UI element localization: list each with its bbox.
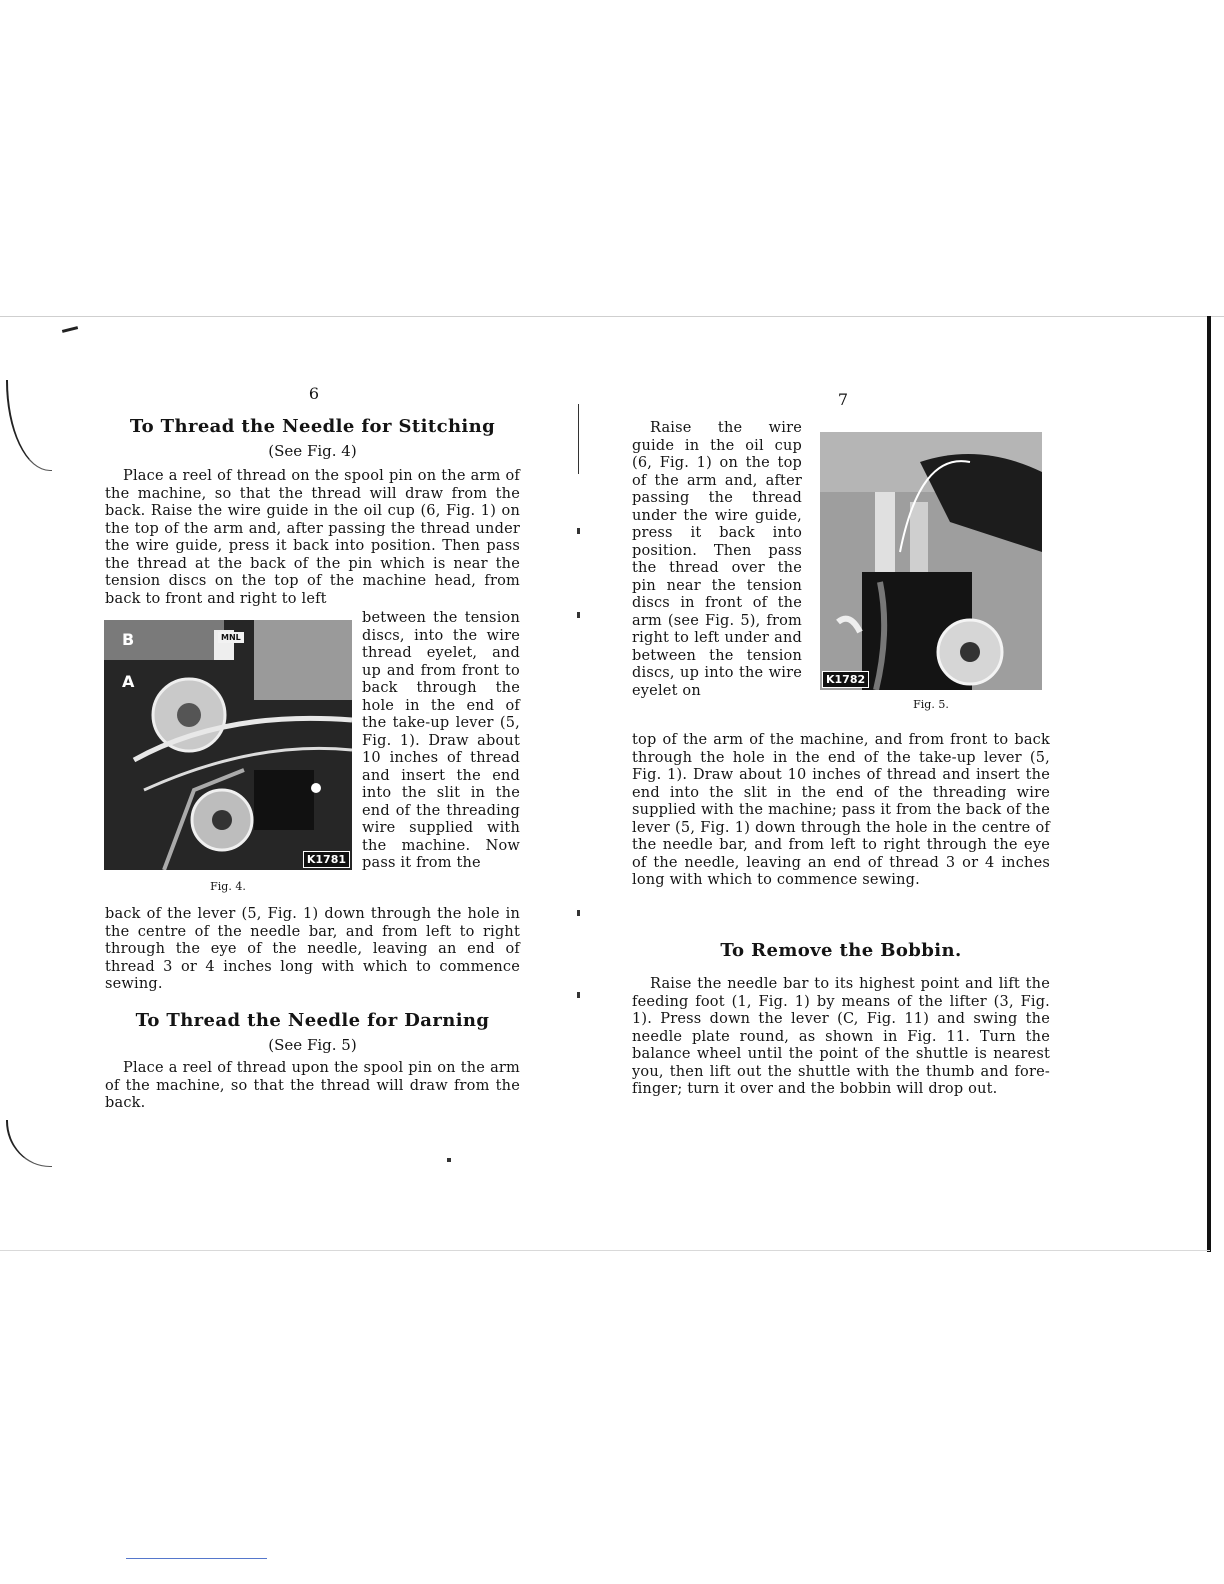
footer-underline [126,1558,267,1559]
gutter-mark [578,404,579,474]
page-number-right: 7 [837,390,849,409]
binding-edge-bottom [6,1120,52,1167]
paragraph-darning-side: Raise the wire guide in the oil cup (6, Fig. 1) on the top of the arm and, after passing the thread under the wire guide, press it back into position. Then pass the thread over the pin near the tension discs in front of the arm (see Fig. 5), from right to left under and between the tension discs, up into the wire eyelet on [632,420,802,699]
paragraph-darning-bottom: top of the arm of the machine, and from front to back through the hole in the end of the take-up lever (5, Fig. 1). Draw about 10 inches of thread and insert the end into the slit in the end of the threading wire supplied with the machine; pass it from the back of the lever (5, Fig. 1) down through the hole in the centre of the needle bar, and from left to right through the eye of the needle, leaving an end of thread 3 or 4 inches long with which to commence sewing. [632,732,1050,888]
scan-edge-top [0,316,1224,317]
paragraph-stitching-side: between the tension discs, into the wire thread eyelet, and up and from front to back through the hole in the end of the take-up lever (5, Fig. 1). Draw about 10 inches of thread and insert the end into the slit in the end of the threading wire supplied with the machine. Now pass it from the [362,610,520,871]
figure-4-image [104,620,352,870]
figure-4-caption: Fig. 4. [210,880,246,893]
gutter-dot [577,528,580,534]
figure-label-b: B [122,630,135,649]
binding-edge-top [6,380,52,471]
paragraph-remove-bobbin: Raise the needle bar to its highest point and lift the feeding foot (1, Fig. 1) by means of the lifter (3, Fig. 1). Press down the lever (C, Fig. 11) and swing the needle plate round, as shown in Fig. 11. Turn the balance wheel until the point of the shuttle is nearest you, then lift out the shuttle with the thumb and fore-finger; turn it over and the bobbin will drop out. [632,976,1050,1097]
scan-edge-bottom [0,1250,1210,1251]
figure-small-tag: MNL [218,632,244,643]
figure-5-caption: Fig. 5. [913,698,949,711]
gutter-dot [447,1158,451,1162]
gutter-dot [577,910,580,916]
heading-remove-bobbin: To Remove the Bobbin. [720,940,962,961]
subheading-see-fig4: (See Fig. 4) [268,442,357,460]
scan-mark [62,326,78,333]
tension-assembly-illustration [820,432,1042,690]
gutter-dot [577,992,580,998]
paragraph-darning: Place a reel of thread upon the spool pin on the arm of the machine, so that the thread will draw from the back. [105,1060,520,1111]
page-number-left: 6 [308,384,320,403]
subheading-see-fig5: (See Fig. 5) [268,1036,357,1054]
figure-label-a: A [122,672,135,691]
machine-head-illustration [104,620,352,870]
figure-5-code: K1782 [822,671,869,688]
scan-edge-right [1207,316,1211,1252]
figure-4-code: K1781 [303,851,350,868]
paragraph-stitching-bottom: back of the lever (5, Fig. 1) down through the hole in the centre of the needle bar, and from left to right through the eye of the needle, leaving an end of thread 3 or 4 inches long with which to commence sewing. [105,906,520,992]
heading-thread-darning: To Thread the Needle for Darning [135,1010,490,1031]
gutter-dot [577,612,580,618]
paragraph-stitching-top: Place a reel of thread on the spool pin on the arm of the machine, so that the thread will draw from the back. Raise the wire guide in the oil cup (6, Fig. 1) on the top of the arm and, after passing the thread under the wire guide, press it back into position. Then pass the thread at the back of the pin which is near the tension discs on the top of the machine head, from back to front and right to left [105,468,520,607]
heading-thread-stitching: To Thread the Needle for Stitching [129,416,496,437]
figure-5-image [820,432,1042,690]
